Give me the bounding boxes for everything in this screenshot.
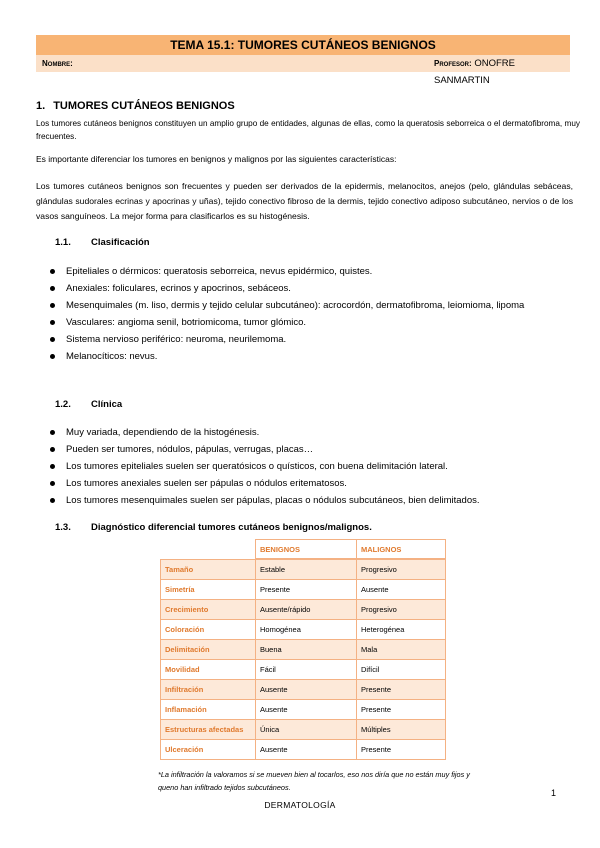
list-item: Melanocíticos: nevus.	[50, 348, 580, 365]
benign-cell: Ausente	[256, 680, 357, 700]
row-label: Ulceración	[161, 740, 256, 760]
column-header-malign: MALIGNOS	[357, 540, 446, 560]
table-row	[161, 559, 446, 580]
professor-name: ONOFRE SANMARTIN	[434, 58, 515, 86]
malign-cell: Presente	[357, 700, 446, 720]
paragraph-origin: Los tumores cutáneos benignos son frecuentes y pueden ser derivados de la epidermis, melanocitos, anejos (pelo, glándulas sebáceas, glándulas sudorales ecrinas y apocrinas y uñas), tejido conectivo fibroso de la dermis, tejido conectivo adiposo subcutáneo, nervios o de los vasos sanguíneos. La mejor forma para clasificarlos es su histogénesis.	[36, 181, 573, 221]
subsection-heading-classification	[55, 237, 150, 248]
document-title: TEMA 15.1: TUMORES CUTÁNEOS BENIGNOS	[36, 35, 570, 55]
list-item: Anexiales: foliculares, ecrinos y apocrinos, sebáceos.	[50, 280, 580, 297]
benign-cell: Ausente/rápido	[256, 600, 357, 620]
row-label: Estructuras afectadas	[161, 720, 256, 740]
section-number: 1.	[36, 100, 46, 112]
benign-cell: Única	[256, 720, 357, 740]
table-row	[161, 640, 446, 660]
row-label: Coloración	[161, 620, 256, 640]
malign-cell: Ausente	[357, 580, 446, 600]
professor-info	[434, 55, 570, 89]
list-item: Epiteliales o dérmicos: queratosis seborreica, nevus epidérmico, quistes.	[50, 263, 580, 280]
classification-list	[50, 263, 580, 365]
table-header-row	[161, 540, 446, 560]
list-item: Los tumores anexiales suelen ser pápulas o nódulos eritematosos.	[50, 475, 580, 492]
section-heading	[36, 100, 235, 112]
page-number: 1	[551, 788, 557, 798]
list-item: Muy variada, dependiendo de la histogénesis.	[50, 424, 580, 441]
malign-cell: Múltiples	[357, 720, 446, 740]
malign-cell: Progresivo	[357, 559, 446, 580]
benign-cell: Presente	[256, 580, 357, 600]
malign-cell: Difícil	[357, 660, 446, 680]
benign-cell: Buena	[256, 640, 357, 660]
name-professor-bar	[36, 55, 570, 86]
row-label: Tamaño	[161, 559, 256, 580]
paragraph-characteristics: Es importante diferenciar los tumores en benignos y malignos por las siguientes características:	[36, 154, 397, 164]
malign-cell: Heterogénea	[357, 620, 446, 640]
benign-cell: Homogénea	[256, 620, 357, 640]
subsection-number: 1.1.	[55, 237, 71, 248]
row-label: Crecimiento	[161, 600, 256, 620]
benign-cell: Ausente	[256, 700, 357, 720]
subsection-heading-diagnosis	[55, 522, 372, 533]
table-row	[161, 580, 446, 600]
clinic-list	[50, 424, 580, 509]
row-label: Simetría	[161, 580, 256, 600]
list-item: Pueden ser tumores, nódulos, pápulas, verrugas, placas…	[50, 441, 580, 458]
table-row	[161, 600, 446, 620]
differential-diagnosis-table	[160, 539, 446, 760]
malign-cell: Progresivo	[357, 600, 446, 620]
table-row	[161, 740, 446, 760]
subsection-title: Clínica	[91, 399, 123, 410]
page-footer: DERMATOLOGÍA	[264, 800, 336, 810]
list-item: Los tumores mesenquimales suelen ser pápulas, placas o nódulos subcutáneos, bien delimitados.	[50, 492, 580, 509]
row-label: Inflamación	[161, 700, 256, 720]
section-title: TUMORES CUTÁNEOS BENIGNOS	[53, 100, 235, 112]
table-row	[161, 680, 446, 700]
list-item: Sistema nervioso periférico: neuroma, neurilemoma.	[50, 331, 580, 348]
subsection-number: 1.3.	[55, 522, 71, 533]
row-label: Delimitación	[161, 640, 256, 660]
subsection-heading-clinic	[55, 399, 122, 410]
row-label: Infiltración	[161, 680, 256, 700]
subsection-title: Diagnóstico diferencial tumores cutáneos benignos/malignos.	[91, 522, 372, 533]
subsection-title: Clasificación	[91, 237, 150, 248]
malign-cell: Presente	[357, 680, 446, 700]
intro-paragraph: Los tumores cutáneos benignos constituyen un amplio grupo de entidades, algunas de ellas, como la queratosis seborreica o el dermatofibroma, muy frecuentes.	[36, 119, 580, 141]
benign-cell: Ausente	[256, 740, 357, 760]
professor-label: Profesor:	[434, 59, 472, 68]
table-row	[161, 660, 446, 680]
subsection-number: 1.2.	[55, 399, 71, 410]
list-item: Mesenquimales (m. liso, dermis y tejido celular subcutáneo): acrocordón, dermatofibroma, leiomioma, lipoma	[50, 297, 580, 314]
name-label: Nombre:	[42, 59, 73, 68]
benign-cell: Estable	[256, 559, 357, 580]
benign-cell: Fácil	[256, 660, 357, 680]
list-item: Los tumores epiteliales suelen ser queratósicos o quísticos, con buena delimitación lateral.	[50, 458, 580, 475]
malign-cell: Presente	[357, 740, 446, 760]
table-row	[161, 720, 446, 740]
list-item: Vasculares: angioma senil, botriomicoma, tumor glómico.	[50, 314, 580, 331]
malign-cell: Mala	[357, 640, 446, 660]
table-row	[161, 620, 446, 640]
table-footnote: *La infiltración la valoramos si se mueven bien al tocarlos, eso nos diría que no están muy fijos y queno han infiltrado tejidos subcutáneos.	[158, 770, 470, 792]
row-label: Movilidad	[161, 660, 256, 680]
table-row	[161, 700, 446, 720]
column-header-benign: BENIGNOS	[256, 540, 357, 560]
